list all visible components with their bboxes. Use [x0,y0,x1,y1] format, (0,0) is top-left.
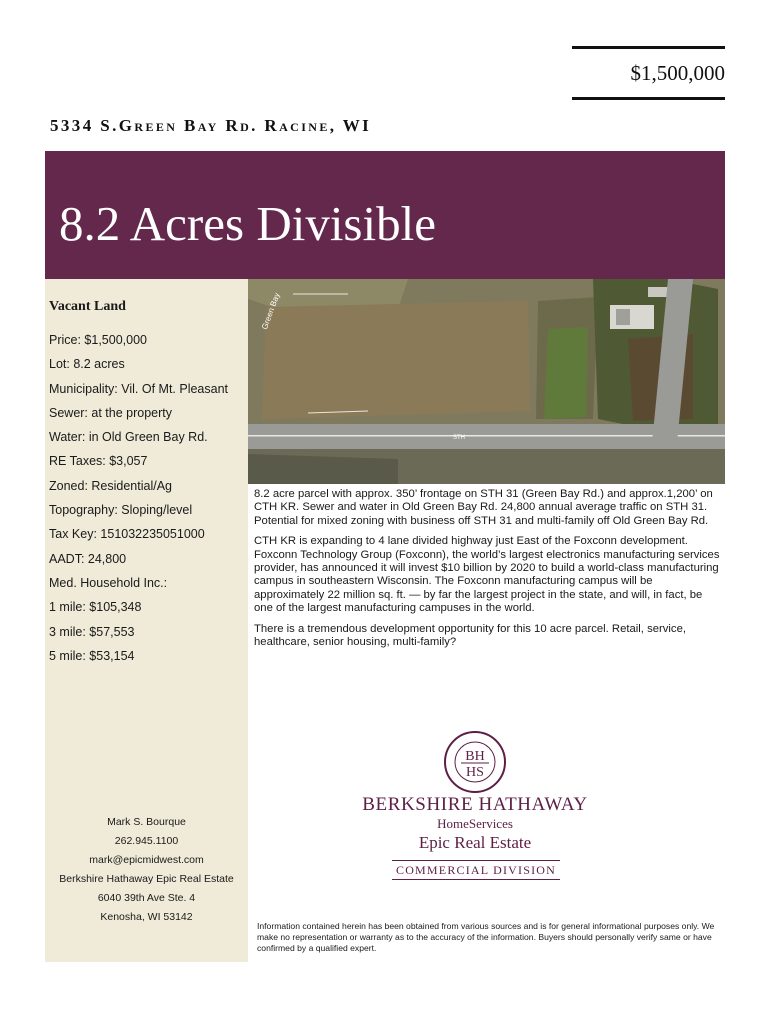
page-title: 8.2 Acres Divisible [59,196,436,251]
logo-subtitle: HomeServices [437,816,513,831]
spec-lot: Lot: 8.2 acres [49,357,125,372]
spec-income-3-mile: 3 mile: $57,553 [49,624,135,639]
seal-top-text: BH [465,749,485,764]
berkshire-hathaway-logo [340,730,610,890]
agent-phone[interactable]: 262.945.1100 [114,835,179,847]
logo-brand: Epic Real Estate [418,833,532,852]
spec-list [49,333,228,673]
spec-tax-key: Tax Key: 151032235051000 [49,527,205,542]
spec-municipality: Municipality: Vil. Of Mt. Pleasant [49,381,229,396]
aerial-photo [248,279,725,484]
agent-email[interactable]: mark@epicmidwest.com [89,854,204,866]
description-paragraph: There is a tremendous development opportunity for this 10 acre parcel. Retail, service, healthcare, senior housing, multi-family? [254,622,687,649]
spec-topography: Topography: Sloping/level [49,503,193,518]
logo-name: BERKSHIRE HATHAWAY [362,794,588,815]
spec-household-income: Med. Household Inc.: [49,575,168,590]
spec-income-5-mile: 5 mile: $53,154 [49,648,135,663]
spec-water: Water: in Old Green Bay Rd. [49,430,208,445]
agent-contact [45,816,248,930]
agent-company: Berkshire Hathaway Epic Real Estate [59,873,234,885]
property-description [254,488,722,656]
description-paragraph: CTH KR is expanding to 4 lane divided highway just East of the Foxconn development. Foxconn Technology Group (Foxconn), the world’s largest electronics manufacturing services provider, has announced it will invest $10 billion by 2020 to build a world-class manufacturing campus in southeastern Wisconsin. The Foxconn manufacturing campus will be approximately 22 million sq. ft. — by far the largest project in the state, and will, in fact, be one of the largest manufacturing campuses in the world. [254,535,720,615]
price-header [572,46,725,100]
title-banner [45,151,725,279]
agent-city: Kenosha, WI 53142 [100,911,193,923]
price-header-text: $1,500,000 [630,60,725,85]
sidebar-heading: Vacant Land [49,299,126,314]
spec-sewer: Sewer: at the property [49,405,172,420]
property-address: 5334 S.Green Bay Rd. Racine, WI [50,116,372,135]
spec-price: Price: $1,500,000 [49,333,147,347]
property-sidebar [45,279,248,962]
agent-name: Mark S. Bourque [107,816,186,828]
road-label: Green Bay [260,291,282,331]
road-marker: STH [453,435,465,441]
agent-street: 6040 39th Ave Ste. 4 [97,892,196,904]
seal-bottom-text: HS [466,765,484,780]
spec-aadt: AADT: 24,800 [49,551,127,566]
description-paragraph: 8.2 acre parcel with approx. 350’ frontage on STH 31 (Green Bay Rd.) and approx.1,200’ on CTH KR. Sewer and water in Old Green Bay Rd. 24,800 annual average traffic on STH 31. Potential for mixed zoning with business off STH 31 and multi-family off Old Green Bay Rd. [254,488,713,527]
logo-seal-icon [443,730,507,794]
spec-zoned: Zoned: Residential/Ag [49,478,172,493]
logo-division: COMMERCIAL DIVISION [392,860,560,880]
disclaimer: Information contained herein has been obtained from various sources and is for general informational purposes only. We make no representation or warranty as to the accuracy of the information. Buyers should personally verify same or have confirmed by a qualified expert. [257,921,715,953]
spec-income-1-mile: 1 mile: $105,348 [49,600,142,615]
spec-taxes: RE Taxes: $3,057 [49,454,148,469]
